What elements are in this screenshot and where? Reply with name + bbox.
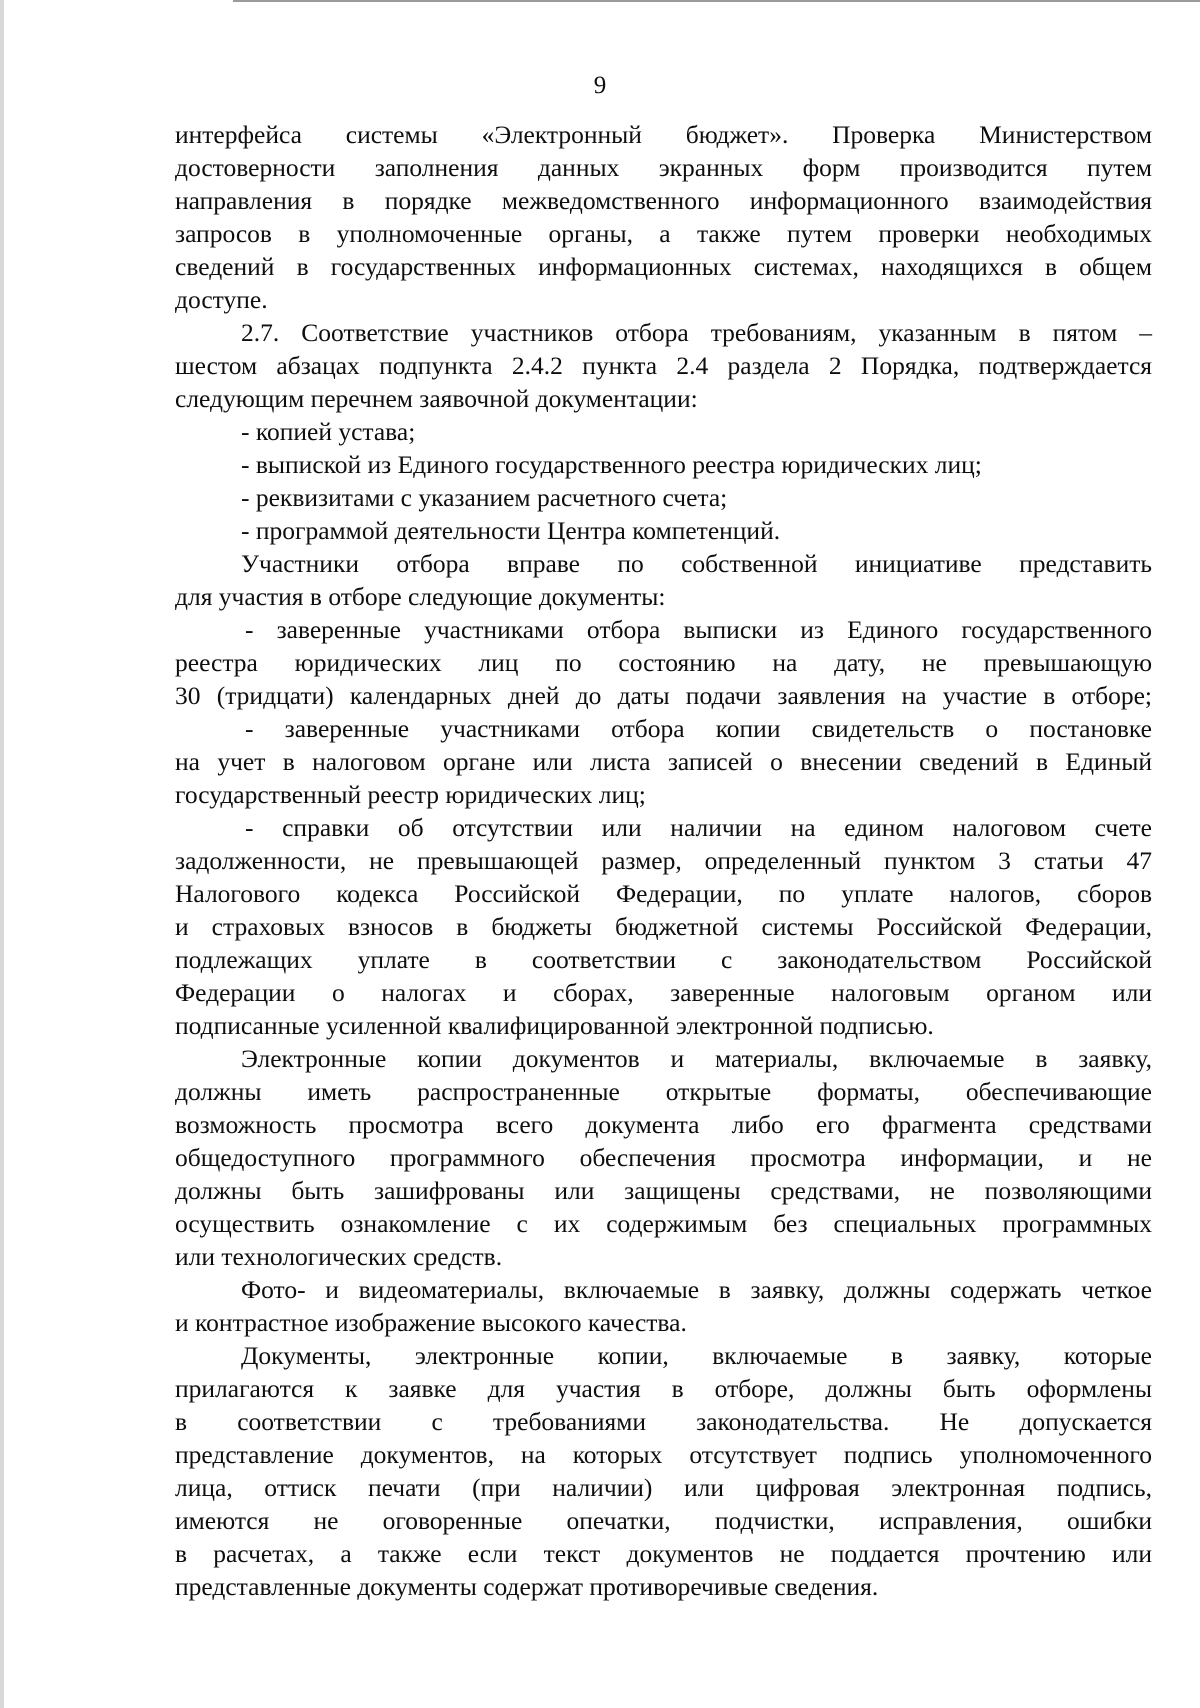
text-line: и контрастное изображение высокого качества.: [175, 1308, 687, 1337]
text-line: представленные документы содержат противоречивые сведения.: [175, 1572, 879, 1601]
text-line: - справки об отсутствии или наличии на едином налоговом счете: [245, 813, 1152, 842]
text-line: - реквизитами с указанием расчетного счета;: [241, 483, 728, 512]
text-line: доступе.: [175, 285, 268, 314]
text-line: - программой деятельности Центра компетенций.: [241, 516, 781, 545]
scan-top-border: [233, 0, 1200, 2]
text-line: для участия в отборе следующие документы:: [175, 582, 666, 611]
text-line: Налогового кодекса Российской Федерации, по уплате налогов, сборов: [175, 879, 1152, 908]
text-line: Электронные копии документов и материалы, включаемые в заявку,: [241, 1044, 1152, 1073]
text-line: государственный реестр юридических лиц;: [175, 780, 646, 809]
text-line: - копией устава;: [241, 417, 416, 446]
text-line: или технологических средств.: [175, 1242, 503, 1271]
text-line: общедоступного программного обеспечения просмотра информации, и не: [175, 1143, 1152, 1172]
text-line: осуществить ознакомление с их содержимым без специальных программных: [175, 1209, 1152, 1238]
page-number: 9: [593, 72, 607, 99]
text-line: сведений в государственных информационных системах, находящихся в общем: [175, 252, 1152, 281]
text-line: прилагаются к заявке для участия в отборе, должны быть оформлены: [175, 1374, 1152, 1403]
text-line: возможность просмотра всего документа либо его фрагмента средствами: [175, 1110, 1152, 1139]
text-line: должны иметь распространенные открытые форматы, обеспечивающие: [175, 1077, 1152, 1106]
text-line: в соответствии с требованиями законодательства. Не допускается: [175, 1407, 1152, 1436]
text-line: лица, оттиск печати (при наличии) или цифровая электронная подпись,: [175, 1473, 1152, 1502]
scan-left-edge: [0, 0, 4, 1708]
text-line: запросов в уполномоченные органы, а также путем проверки необходимых: [175, 219, 1152, 248]
text-line: - заверенные участниками отбора выписки из Единого государственного: [245, 615, 1152, 644]
text-line: в расчетах, а также если текст документов не поддается прочтению или: [175, 1539, 1152, 1568]
text-line: интерфейса системы «Электронный бюджет». Проверка Министерством: [175, 120, 1152, 149]
text-line: 30 (тридцати) календарных дней до даты подачи заявления на участие в отборе;: [175, 681, 1152, 710]
text-line: представление документов, на которых отсутствует подпись уполномоченного: [175, 1440, 1152, 1469]
text-line: - выпиской из Единого государственного реестра юридических лиц;: [241, 450, 982, 479]
text-line: имеются не оговоренные опечатки, подчистки, исправления, ошибки: [175, 1506, 1152, 1535]
text-line: задолженности, не превышающей размер, определенный пунктом 3 статьи 47: [175, 846, 1152, 875]
text-line: на учет в налоговом органе или листа записей о внесении сведений в Единый: [175, 747, 1152, 776]
text-line: Участники отбора вправе по собственной инициативе представить: [241, 549, 1152, 578]
text-line: 2.7. Соответствие участников отбора требованиям, указанным в пятом –: [241, 318, 1152, 347]
text-line: Документы, электронные копии, включаемые в заявку, которые: [241, 1341, 1152, 1370]
text-line: подлежащих уплате в соответствии с законодательством Российской: [175, 945, 1152, 974]
document-body: [175, 118, 1152, 1603]
text-line: следующим перечнем заявочной документации:: [175, 384, 698, 413]
text-line: Федерации о налогах и сборах, заверенные налоговым органом или: [175, 978, 1152, 1007]
text-line: реестра юридических лиц по состоянию на дату, не превышающую: [175, 648, 1152, 677]
text-line: должны быть зашифрованы или защищены средствами, не позволяющими: [175, 1176, 1152, 1205]
text-line: - заверенные участниками отбора копии свидетельств о постановке: [245, 714, 1152, 743]
text-line: достоверности заполнения данных экранных форм производится путем: [175, 153, 1152, 182]
text-line: направления в порядке межведомственного информационного взаимодействия: [175, 186, 1152, 215]
text-line: шестом абзацах подпункта 2.4.2 пункта 2.4 раздела 2 Порядка, подтверждается: [175, 351, 1152, 380]
text-line: и страховых взносов в бюджеты бюджетной системы Российской Федерации,: [175, 912, 1152, 941]
text-line: подписанные усиленной квалифицированной электронной подписью.: [175, 1011, 934, 1040]
text-line: Фото- и видеоматериалы, включаемые в заявку, должны содержать четкое: [241, 1275, 1152, 1304]
